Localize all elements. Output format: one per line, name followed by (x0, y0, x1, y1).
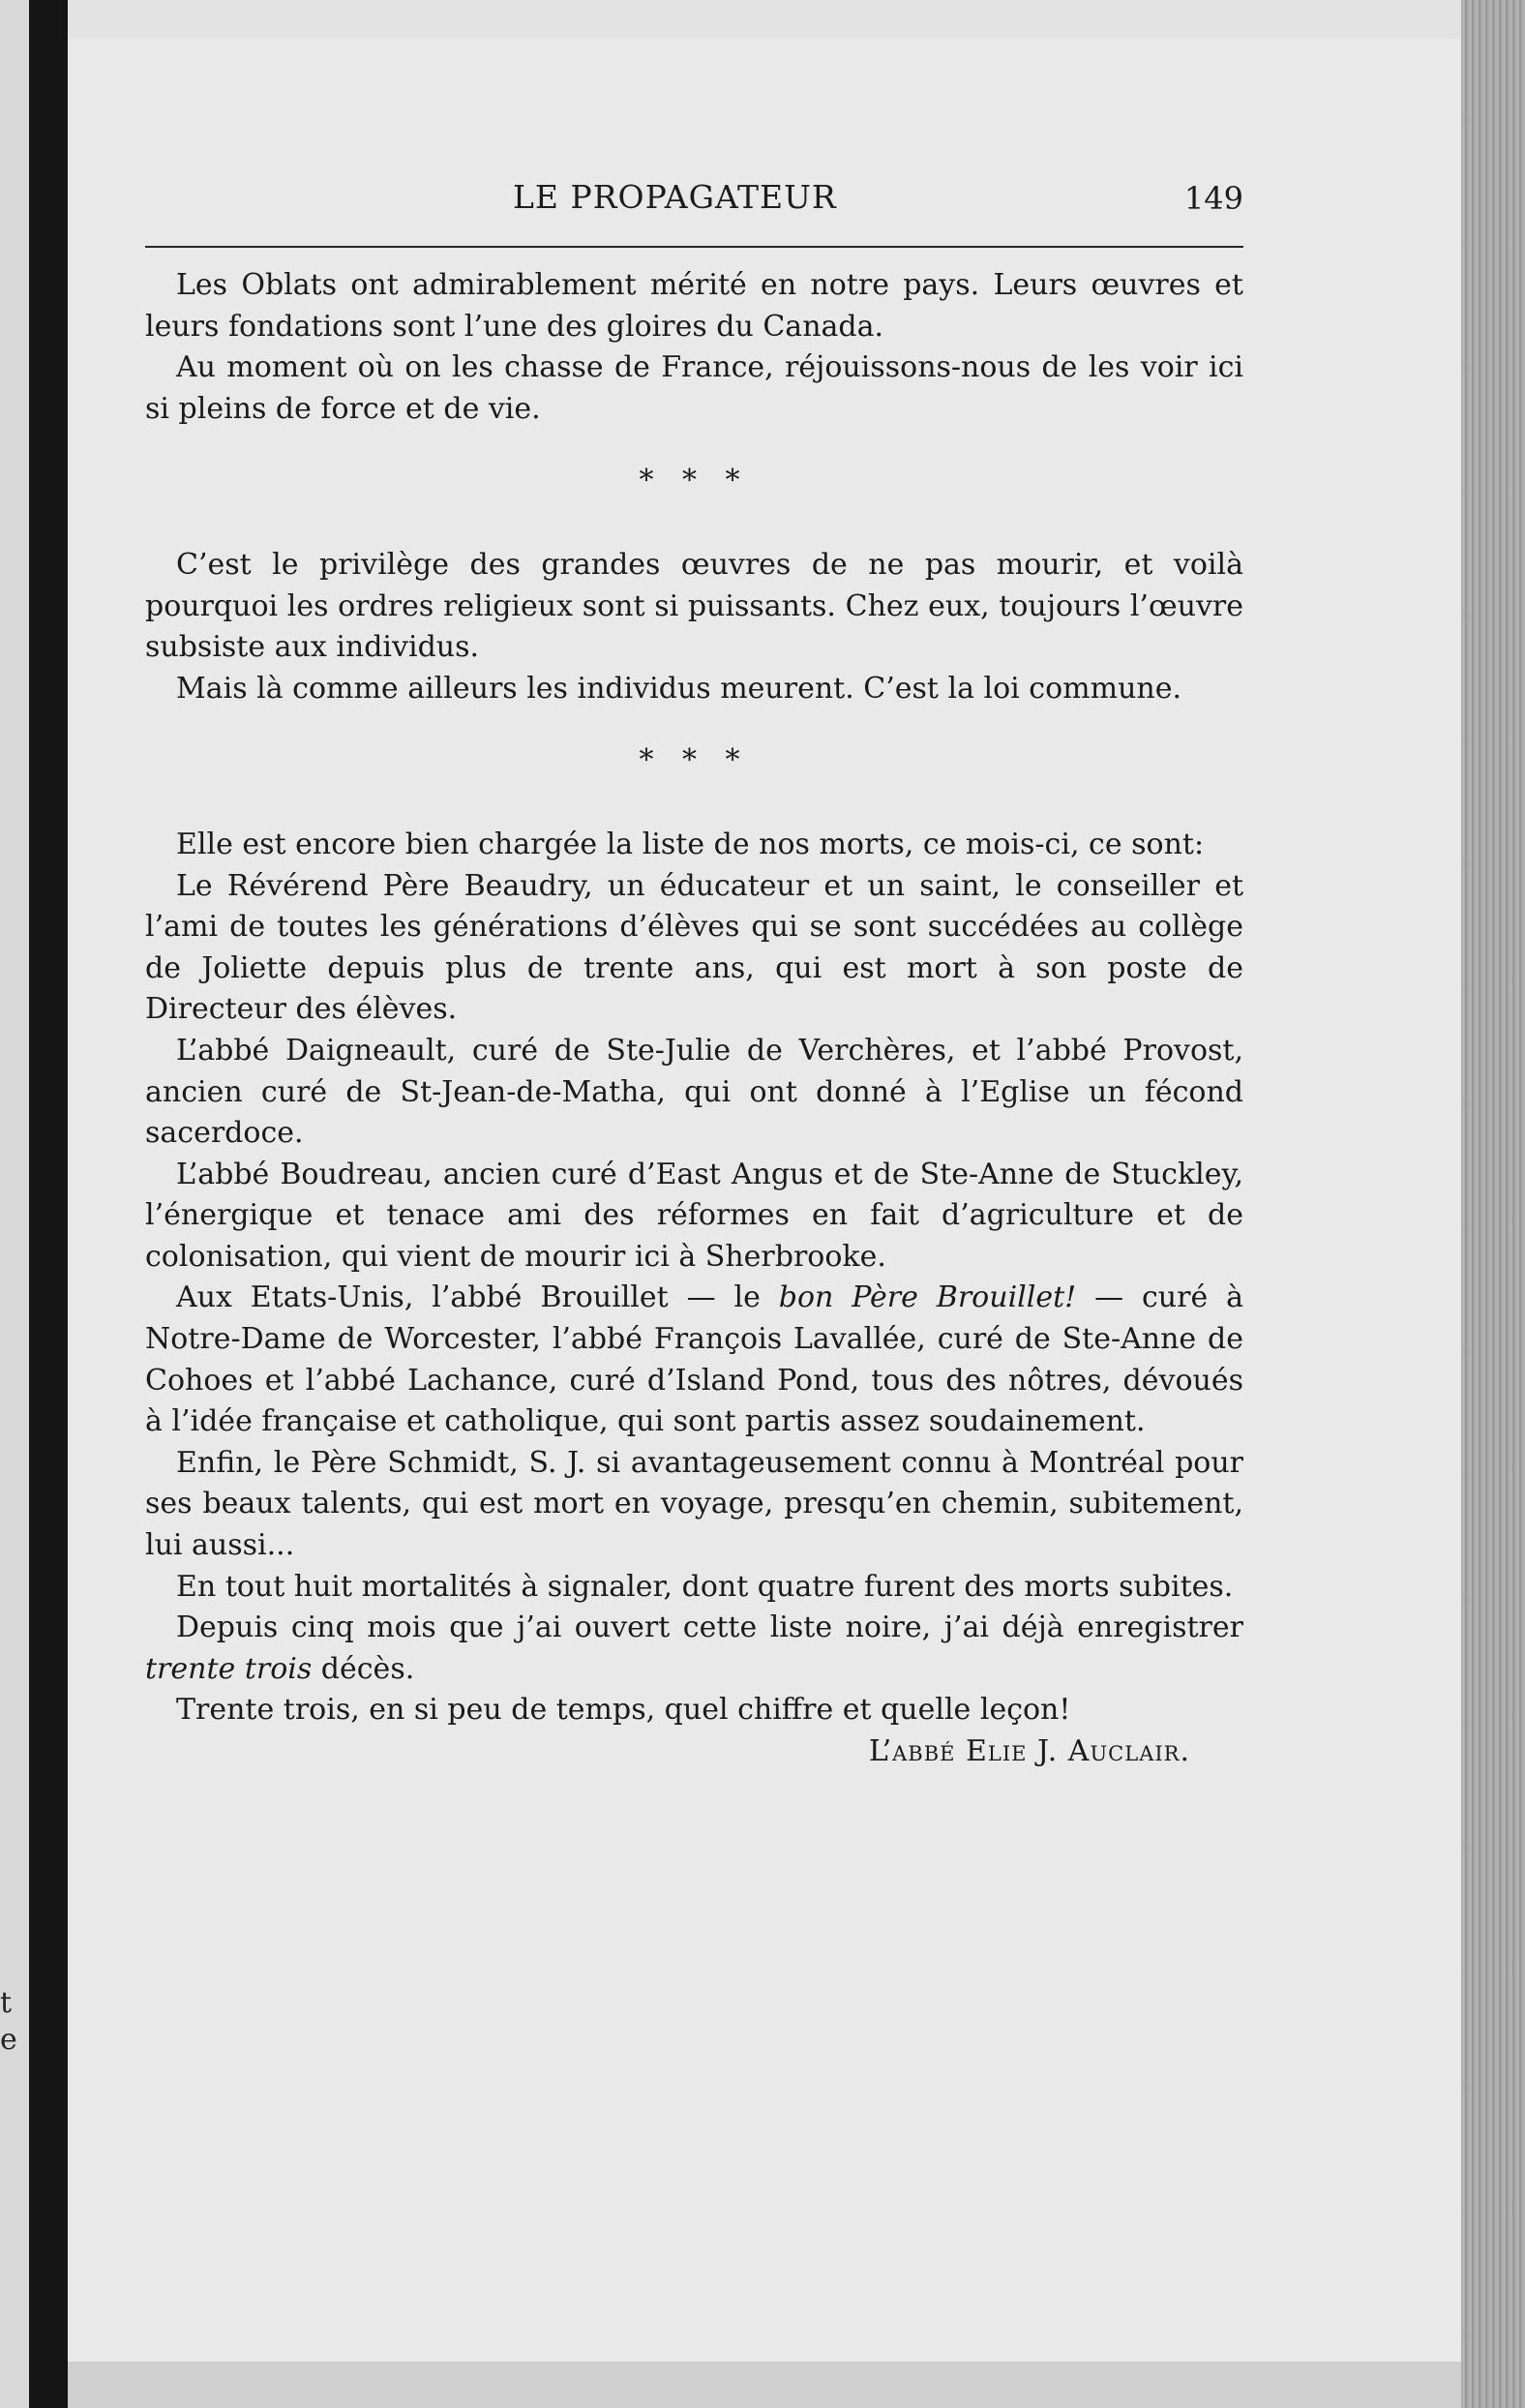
article-body (145, 265, 1243, 1773)
header-rule (145, 246, 1243, 248)
page-number: 149 (1183, 180, 1243, 217)
running-head: LE PROPAGATEUR (513, 178, 837, 216)
text-run: Depuis cinq mois que j’ai ouvert cette liste noire, j’ai déjà enregistrer (176, 1610, 1243, 1645)
italic-text: trente trois (145, 1651, 313, 1686)
text-run: — curé à Notre-Dame de Worcester, l’abbé François Lavallée, curé de Ste-Anne de Cohoes et l’abbé Lachance, curé d’Island Pond, tous des nôtres, dévoués à l’idée française et catholique, qui sont partis assez soudainement. (145, 1280, 1244, 1439)
paragraph: Les Oblats ont admirablement mérité en notre pays. Leurs œuvres et leurs fondations sont l’une des gloires du Canada. (145, 268, 1243, 344)
paragraph: C’est le privilège des grandes œuvres de ne pas mourir, et voilà pourquoi les ordres religieux sont si puissants. Chez eux, toujours l’œuvre subsiste aux individus. (145, 547, 1243, 665)
page-stack-edges (1461, 0, 1525, 2408)
paragraph: L’abbé Boudreau, ancien curé d’East Angus et de Ste-Anne de Stuckley, l’énergique et tenace ami des réformes en fait d’agriculture et de colonisation, qui vient de mourir ici à Sherbrooke. (145, 1157, 1243, 1274)
paragraph: Enfin, le Père Schmidt, S. J. si avantageusement connu à Montréal pour ses beaux talents, qui est mort en voyage, presqu’en chemin, subitement, lui aussi... (145, 1445, 1243, 1563)
section-separator: * * * (639, 743, 750, 778)
paragraph (145, 1278, 1243, 1442)
paragraph: Elle est encore bien chargée la liste de nos morts, ce mois-ci, ce sont: (176, 827, 1205, 861)
margin-character: e (0, 2023, 17, 2057)
section-separator: * * * (639, 464, 750, 498)
text-run: décès. (312, 1651, 415, 1686)
italic-text: bon Père Brouillet! (778, 1280, 1077, 1315)
margin-character: t (0, 1986, 13, 2020)
paragraph: Le Révérend Père Beaudry, un éducateur et un saint, le conseiller et l’ami de toutes les générations d’élèves qui se sont succédées au collège de Joliette depuis plus de trente ans, qui est mort à son poste de Directeur des élèves. (145, 868, 1243, 1027)
page-bottom-edge (68, 2362, 1461, 2408)
text-run: Aux Etats-Unis, l’abbé Brouillet — le (176, 1280, 779, 1315)
paragraph: Mais là comme ailleurs les individus meurent. C’est la loi commune. (176, 671, 1181, 706)
page-header (145, 174, 1243, 232)
paragraph: Au moment où on les chasse de France, réjouissons-nous de les voir ici si pleins de force et de vie. (145, 350, 1243, 426)
paragraph: Trente trois, en si peu de temps, quel chiffre et quelle leçon! (176, 1693, 1071, 1728)
paragraph (145, 1608, 1243, 1690)
author-signature: L’abbé Elie J. Auclair. (868, 1734, 1190, 1768)
paragraph: En tout huit mortalités à signaler, dont quatre furent des morts subites. (176, 1569, 1234, 1604)
book-gutter (29, 0, 68, 2408)
paragraph: L’abbé Daigneault, curé de Ste-Julie de Verchères, et l’abbé Provost, ancien curé de St-Jean-de-Matha, qui ont donné à l’Eglise un fécond sacerdoce. (145, 1033, 1243, 1151)
